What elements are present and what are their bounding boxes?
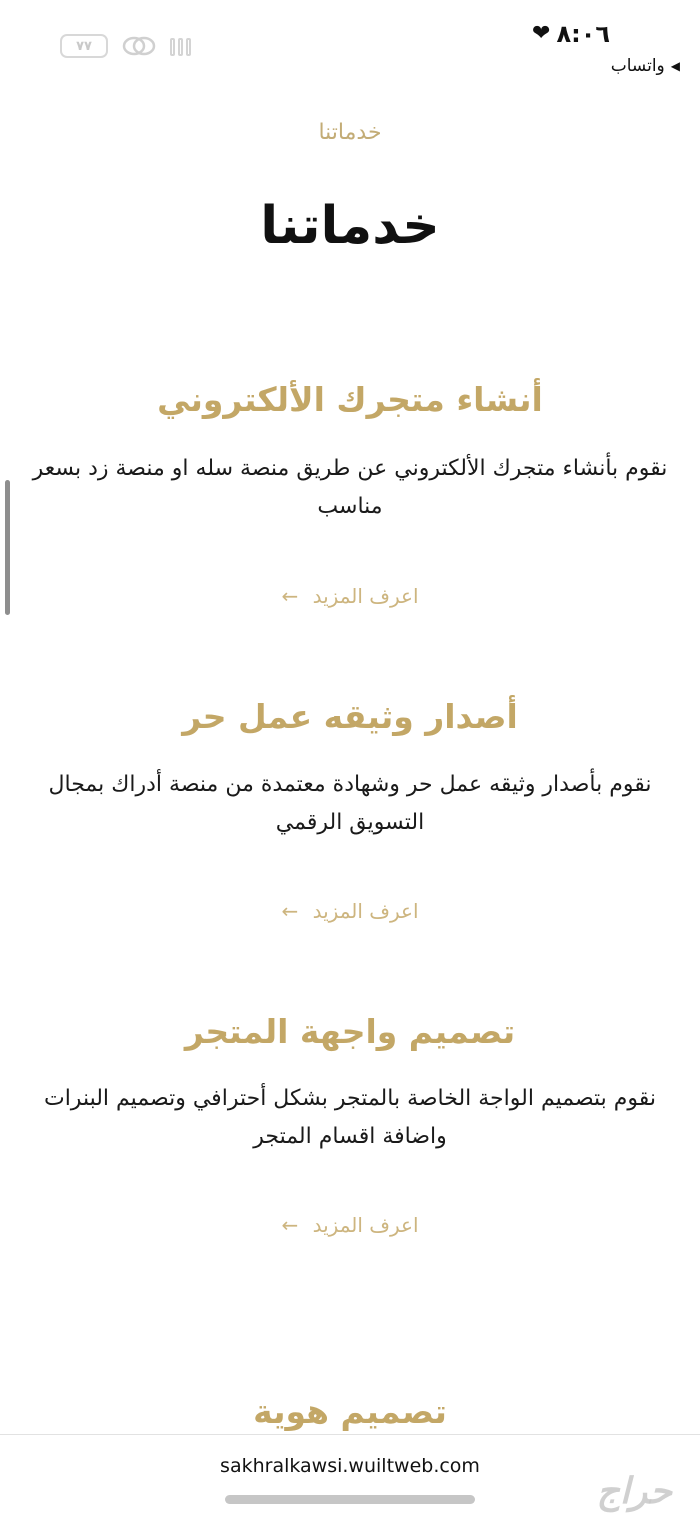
learn-more-label: اعرف المزيد xyxy=(312,584,419,608)
browser-bottom-bar xyxy=(0,1434,700,1518)
watermark-logo: حراج xyxy=(596,1471,672,1512)
back-app-label: واتساب xyxy=(610,56,665,76)
status-time-group xyxy=(532,20,610,48)
learn-more-link-freelance[interactable] xyxy=(0,899,700,923)
arrow-left-icon: ← xyxy=(281,1213,299,1237)
battery-icon xyxy=(60,34,108,58)
service-description-freelance: نقوم بأصدار وثيقه عمل حر وشهادة معتمدة من منصة أدراك بمجال التسويق الرقمي xyxy=(48,772,652,835)
status-bar xyxy=(0,0,700,90)
learn-more-link-storefront[interactable] xyxy=(0,1213,700,1237)
back-to-app-button[interactable] xyxy=(611,56,680,76)
signal-icon xyxy=(170,36,191,56)
service-title-storefront: تصميم واجهة المتجر xyxy=(184,1012,516,1051)
home-indicator[interactable] xyxy=(225,1495,475,1504)
service-title-identity: تصميم هوية xyxy=(253,1392,447,1431)
status-icons xyxy=(60,34,191,58)
section-kicker: خدماتنا xyxy=(318,120,382,145)
arrow-left-icon: ← xyxy=(281,584,299,608)
battery-level: ٧٧ xyxy=(76,38,92,54)
service-title-freelance: أصدار وثيقه عمل حر xyxy=(182,697,518,736)
back-triangle-icon: ◀ xyxy=(670,59,680,73)
learn-more-label: اعرف المزيد xyxy=(312,1213,419,1237)
wifi-icon xyxy=(122,35,156,57)
status-time: ٨:٠٦ xyxy=(556,20,610,48)
service-description-storefront: نقوم بتصميم الواجة الخاصة بالمتجر بشكل أحترافي وتصميم البنرات واضافة اقسام المتجر xyxy=(43,1086,657,1149)
service-description-store: نقوم بأنشاء متجرك الألكتروني عن طريق منصة سله او منصة زد بسعر مناسب xyxy=(32,456,668,519)
heart-icon: ❤ xyxy=(532,21,551,46)
page-title: خدماتنا xyxy=(260,196,440,256)
learn-more-link-store[interactable] xyxy=(0,584,700,608)
arrow-left-icon: ← xyxy=(281,899,299,923)
service-title-store: أنشاء متجرك الألكتروني xyxy=(157,380,543,419)
learn-more-label: اعرف المزيد xyxy=(312,899,419,923)
url-bar[interactable]: sakhralkawsi.wuiltweb.com xyxy=(220,1455,480,1477)
